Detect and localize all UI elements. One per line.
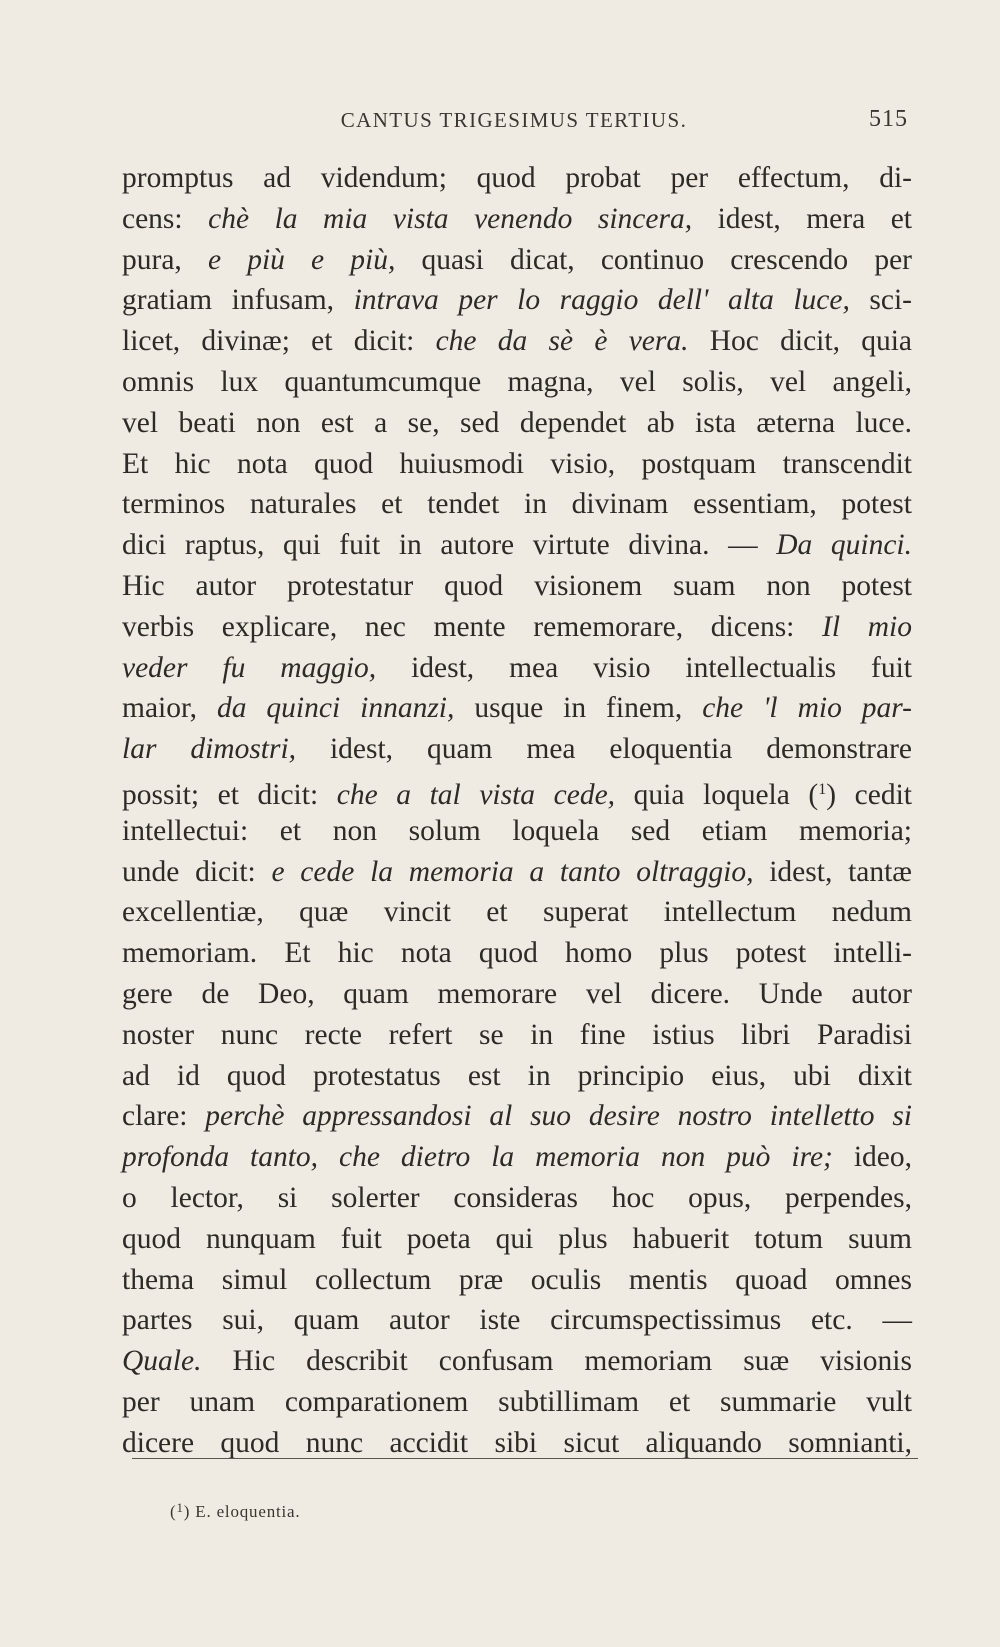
text-line — [122, 362, 912, 403]
italic-segment: Il mio — [822, 610, 912, 643]
text-segment: ) cedit — [826, 778, 913, 811]
italic-segment: veder fu maggio, — [122, 651, 377, 684]
italic-segment: che a tal vista cede, — [336, 778, 616, 811]
text-segment: partes sui, quam autor iste circumspectissimus etc. — — [122, 1304, 912, 1337]
text-line — [122, 1219, 912, 1260]
text-segment: quia loquela ( — [615, 778, 819, 811]
text-line — [122, 811, 912, 852]
text-segment: idest, mera et — [692, 202, 912, 235]
text-segment: promptus ad videndum; quod probat per effectum, di- — [122, 162, 912, 194]
text-segment: unde dicit: — [122, 855, 272, 888]
italic-segment: lar dimostri, — [122, 733, 297, 766]
text-segment: maior, — [122, 692, 217, 725]
text-line — [122, 1015, 912, 1056]
text-line — [122, 648, 912, 689]
text-line — [122, 933, 912, 974]
text-line — [122, 852, 912, 893]
text-segment: vel beati non est a se, sed dependet ab ista æterna luce. — [122, 406, 912, 439]
text-segment: excellentiæ, quæ vincit et superat intellectum nedum — [122, 896, 912, 929]
text-segment: usque in finem, — [454, 692, 703, 725]
italic-segment: Da quinci. — [776, 529, 913, 562]
text-segment: noster nunc recte refert se in fine istius libri Paradisi — [122, 1018, 912, 1051]
text-segment: clare: — [122, 1100, 206, 1133]
italic-segment: chè la mia vista venendo sincera, — [208, 202, 693, 235]
text-segment: dicere quod nunc accidit sibi sicut aliquando somnianti, — [122, 1426, 912, 1459]
text-segment: idest, mea visio intellectualis fuit — [376, 651, 912, 684]
page-number: 515 — [869, 106, 908, 132]
text-segment: pura, — [122, 243, 208, 276]
text-line — [122, 525, 912, 566]
text-segment: omnis lux quantumcumque magna, vel solis, vel angeli, — [122, 365, 912, 398]
text-line — [122, 1178, 912, 1219]
text-segment: per unam comparationem subtillimam et summarie vult — [122, 1385, 912, 1418]
text-segment: Et hic nota quod huiusmodi visio, postquam transcendit — [122, 447, 912, 480]
text-line — [122, 1096, 912, 1137]
italic-segment: e più e più, — [207, 243, 396, 276]
text-line — [122, 770, 912, 811]
text-segment: ad id quod protestatus est in principio eius, ubi dixit — [122, 1059, 912, 1092]
text-line — [122, 240, 912, 281]
text-segment: idest, tantæ — [753, 855, 912, 888]
text-segment: Hic describit confusam memoriam suæ visionis — [201, 1345, 912, 1378]
text-segment: intellectui: et non solum loquela sed etiam memoria; — [122, 814, 912, 847]
text-segment: cens: — [122, 202, 209, 235]
text-segment: Hoc dicit, quia — [688, 325, 912, 358]
text-line — [122, 1260, 912, 1301]
text-line — [122, 1300, 912, 1341]
running-head — [120, 108, 908, 138]
text-segment: thema simul collectum præ oculis mentis quoad omnes — [122, 1263, 912, 1296]
text-segment: verbis explicare, nec mente rememorare, dicens: — [122, 610, 823, 643]
text-line — [122, 321, 912, 362]
text-segment: terminos naturales et tendet in divinam essentiam, potest — [122, 488, 912, 521]
italic-segment: da quinci innanzi, — [216, 692, 455, 725]
text-line — [122, 158, 912, 199]
text-segment: idest, quam mea eloquentia demonstrare — [296, 733, 913, 766]
text-segment: ideo, — [832, 1141, 912, 1174]
footnote-rule — [132, 1458, 918, 1459]
text-segment: quod nunquam fuit poeta qui plus habuerit totum suum — [122, 1222, 912, 1255]
italic-segment: intrava per lo raggio dell' alta luce, — [353, 284, 850, 317]
body-text — [122, 158, 912, 1464]
text-segment: o lector, si solerter consideras hoc opus, perpendes, — [122, 1181, 912, 1214]
italic-segment: e cede la memoria a tanto oltraggio, — [271, 855, 754, 888]
italic-segment: perchè appressandosi al suo desire nostro intelletto si — [205, 1100, 913, 1133]
text-line — [122, 199, 912, 240]
text-line — [122, 688, 912, 729]
text-line — [122, 1341, 912, 1382]
text-segment: possit; et dicit: — [122, 778, 337, 811]
text-segment: gere de Deo, quam memorare vel dicere. Unde autor — [122, 977, 912, 1010]
text-line — [122, 444, 912, 485]
text-line — [122, 607, 912, 648]
text-segment: gratiam infusam, — [122, 284, 354, 317]
text-segment: licet, divinæ; et dicit: — [122, 325, 436, 358]
italic-segment: che da sè è vera. — [435, 325, 689, 358]
text-line — [122, 892, 912, 933]
text-line — [122, 1056, 912, 1097]
italic-segment: Quale. — [122, 1345, 202, 1378]
text-line — [122, 484, 912, 525]
footnote-mark: 1 — [176, 1500, 184, 1515]
footnote-ref: 1 — [818, 780, 827, 798]
text-line — [122, 280, 912, 321]
text-line — [122, 1382, 912, 1423]
footnote-text: E. eloquentia. — [195, 1502, 301, 1521]
text-segment: Hic autor protestatur quod visionem suam non potest — [122, 569, 912, 602]
text-segment: quasi dicat, continuo crescendo per — [395, 243, 912, 276]
text-line — [122, 1137, 912, 1178]
text-line — [122, 729, 912, 770]
text-line — [122, 974, 912, 1015]
text-line — [122, 566, 912, 607]
italic-segment: che 'l mio par- — [702, 692, 912, 725]
footnote: ($^1$) E. eloquentia. — [170, 1500, 301, 1521]
italic-segment: profonda tanto, che dietro la memoria non può ire; — [122, 1141, 833, 1174]
running-title: CANTUS TRIGESIMUS TERTIUS. — [340, 108, 688, 132]
text-segment: dici raptus, qui fuit in autore virtute divina. — — [122, 529, 777, 562]
text-segment: memoriam. Et hic nota quod homo plus potest intelli- — [122, 937, 912, 970]
text-segment: sci- — [849, 284, 912, 317]
text-line — [122, 403, 912, 444]
